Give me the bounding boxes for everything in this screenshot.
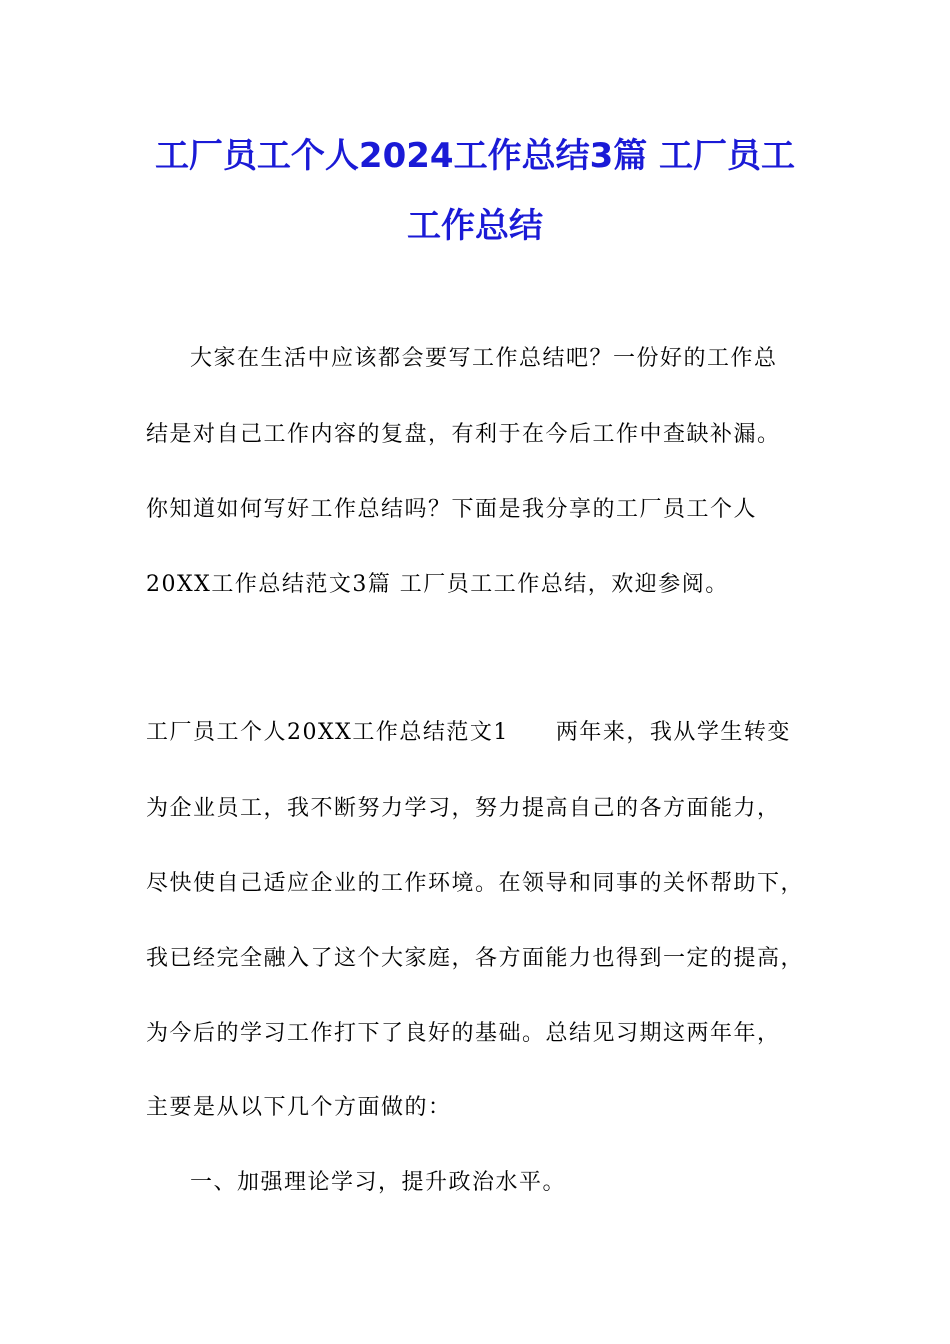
document-title-line-1: 工厂员工个人2024工作总结3篇 工厂员工 <box>154 136 796 176</box>
section1-line-2: 为企业员工，我不断努力学习，努力提高自己的各方面能力， <box>146 796 781 821</box>
section1-line-5: 为今后的学习工作打下了良好的基础。总结见习期这两年年， <box>146 1021 781 1046</box>
section1-line-6: 主要是从以下几个方面做的： <box>146 1095 452 1120</box>
intro-line-1: 大家在生活中应该都会要写工作总结吧？一份好的工作总 <box>190 346 778 371</box>
intro-line-2: 结是对自己工作内容的复盘，有利于在今后工作中查缺补漏。 <box>146 422 781 447</box>
section1-line-4: 我已经完全融入了这个大家庭，各方面能力也得到一定的提高， <box>146 946 805 971</box>
section1-line-3: 尽快使自己适应企业的工作环境。在领导和同事的关怀帮助下， <box>146 871 805 896</box>
section-heading-1: 一、加强理论学习，提升政治水平。 <box>190 1170 567 1195</box>
intro-line-4: 20XX工作总结范文3篇 工厂员工工作总结，欢迎参阅。 <box>146 572 729 597</box>
document-title-line-2: 工作总结 <box>407 206 543 246</box>
section1-line-1: 工厂员工个人20XX工作总结范文1 两年来，我从学生转变 <box>146 720 791 745</box>
intro-line-3: 你知道如何写好工作总结吗？下面是我分享的工厂员工个人 <box>146 497 758 522</box>
